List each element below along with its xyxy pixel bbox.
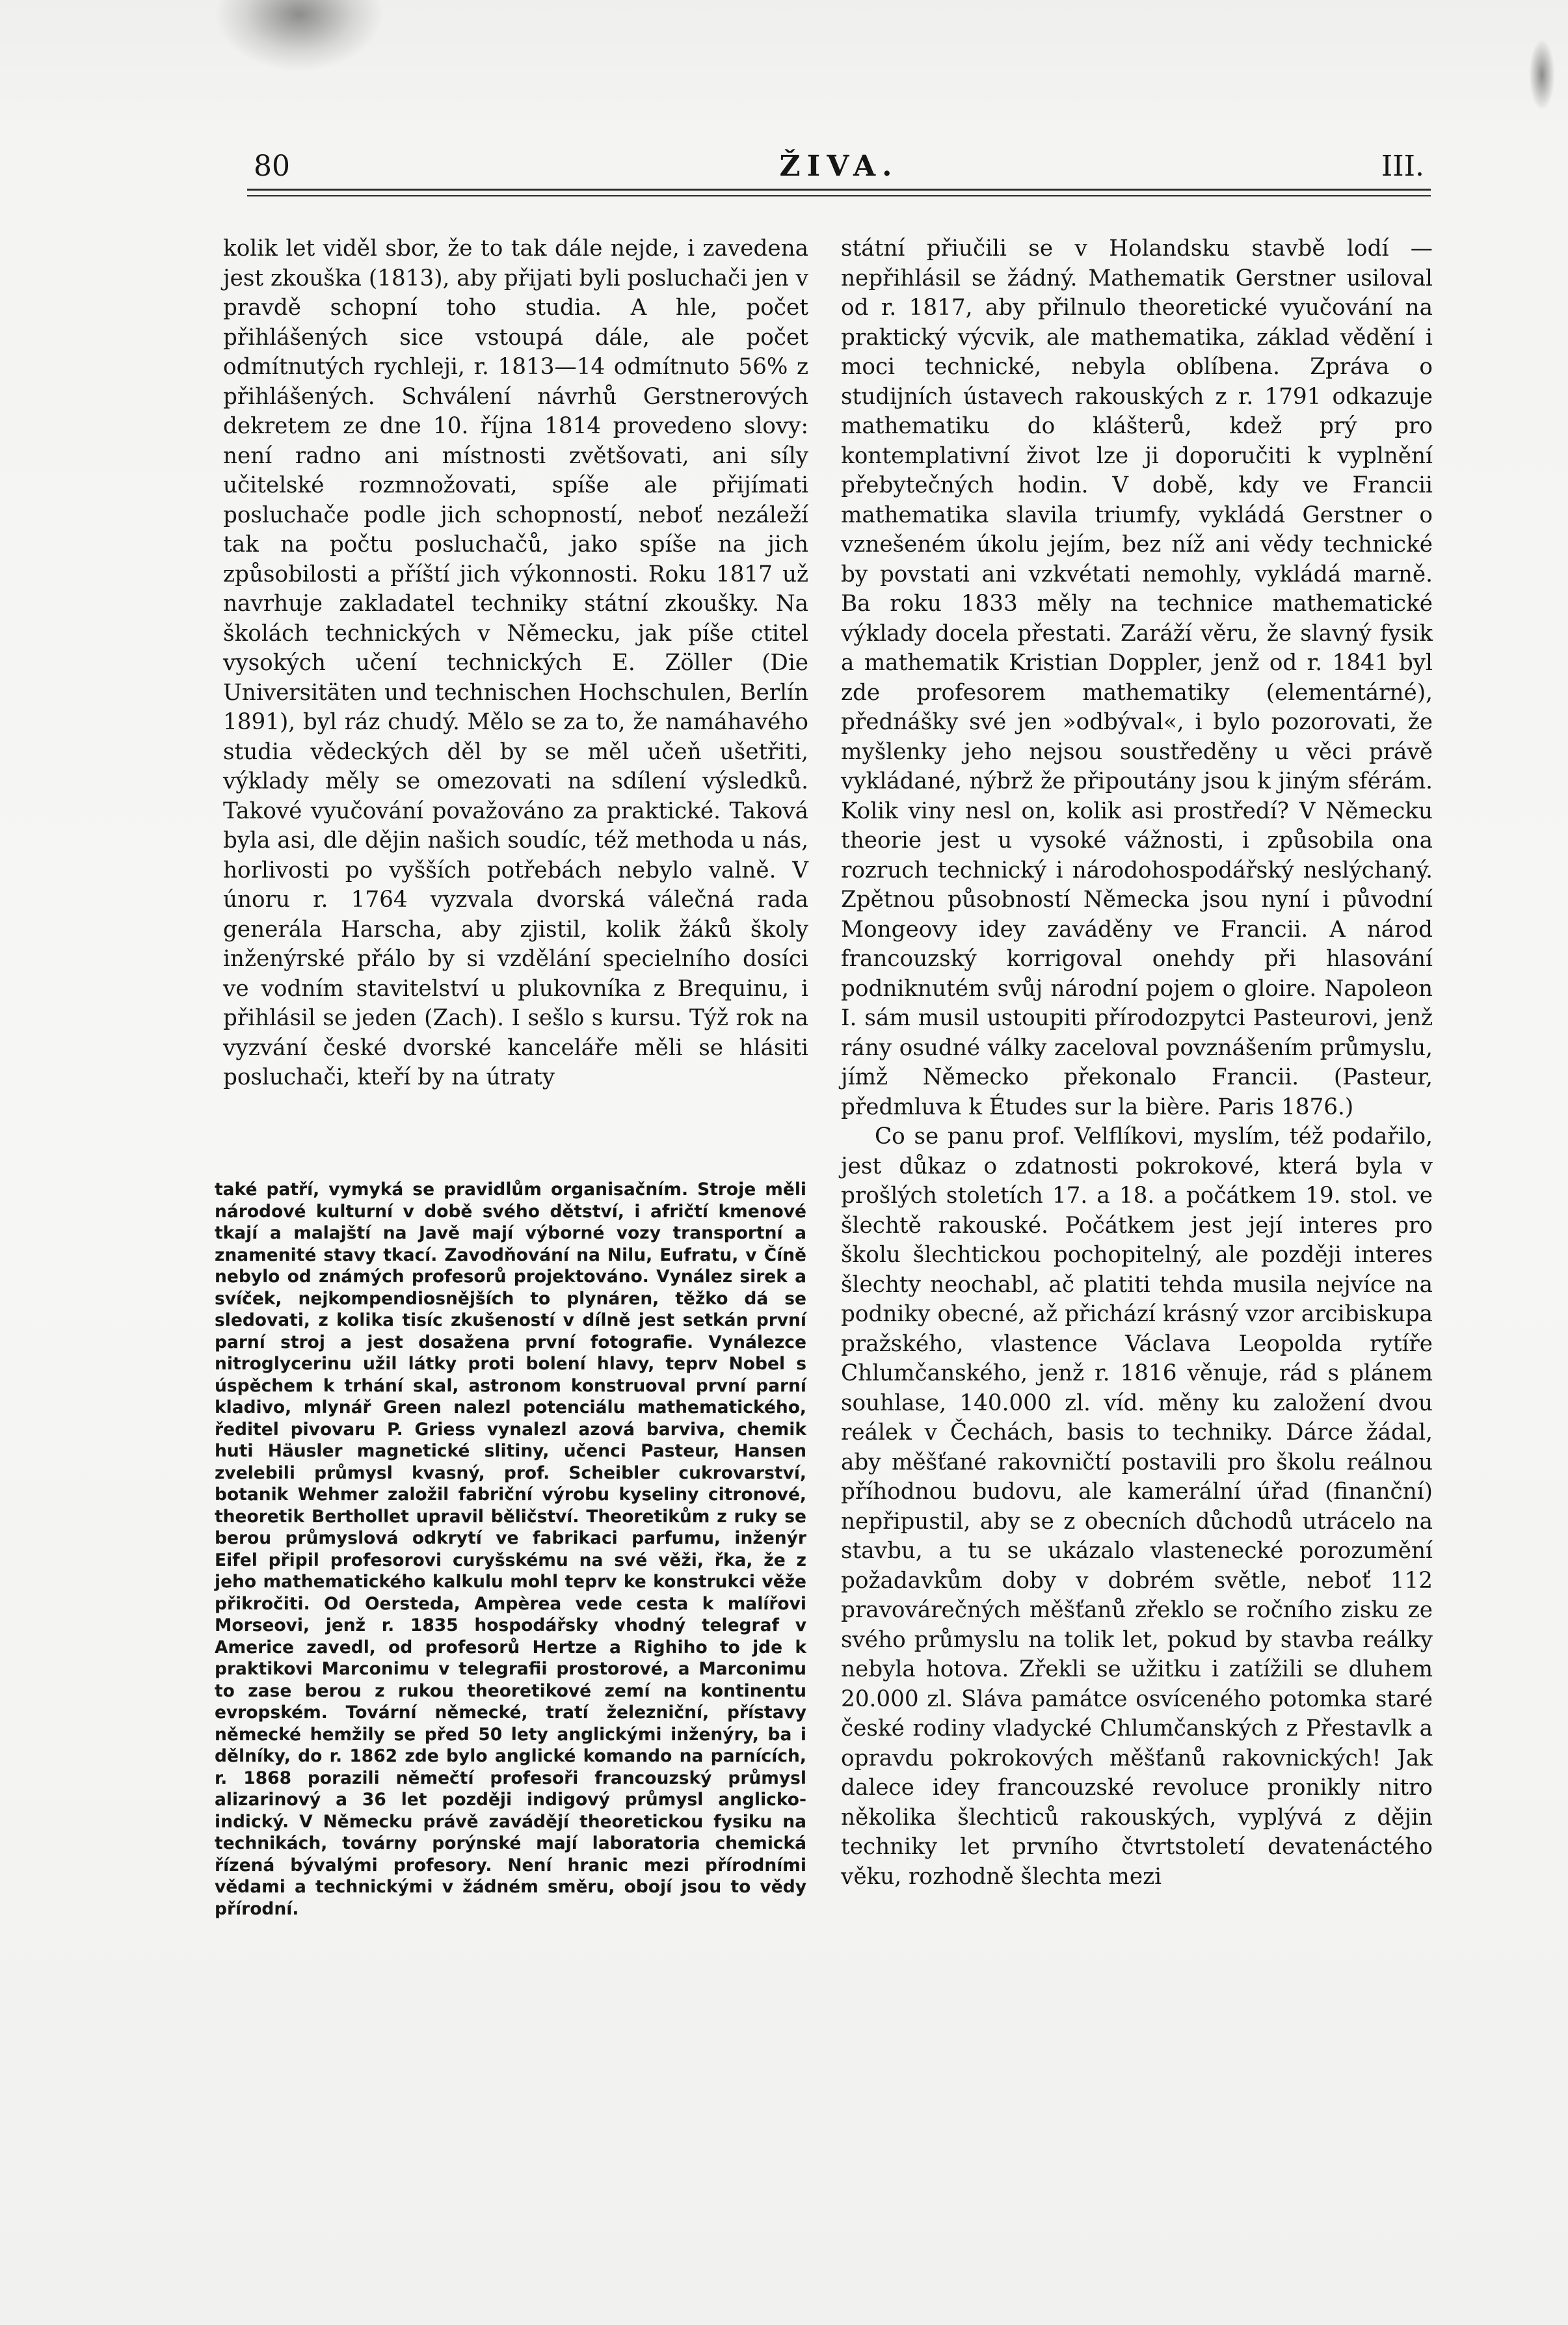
footnote-text: také patří, vymyká se pravidlům organisačním. Stroje měli národové kulturní v době svého dětství, i afričtí kmenové tkají a malajští na Javě mají výborné vozy transportní a znamenité stavy tkací. Zavodňování na Nilu, Eufratu, v Číně nebylo od známých profesorů projektováno. Vynález sirek a svíček, nejkompendiosnějších to plynáren, těžko dá se sledovati, z kolika tisíc zkušeností v dílně jest setkán první parní stroj a jest dosažena první fotografie. Vynálezce nitroglycerinu užil látky proti bolení hlavy, teprv Nobel s úspěchem k trhání skal, astronom konstruoval první parní kladivo, mlynář Green nalezl potenciálu mathematického, ředitel pivovaru P. Griess vynalezl azová barviva, chemik huti Häusler magnetické slitiny, učenci Pasteur, Hansen zvelebili průmysl kvasný, prof. Scheibler cukrovarství, botanik Wehmer založil fabriční výrobu kyseliny citronové, theoretik Berthollet upravil běličství. Theoretikům z ruky se berou průmyslová odkrytí ve fabrikaci parfumu, inženýr Eifel připil profesorovi curyšskému na své věži, řka, že z jeho mathematického kalkulu mohl teprv ke konstrukci věže přikročiti. Od Oersteda, Ampèrea vede cesta k malířovi Morseovi, jenž r. 1835 hospodářsky vhodný telegraf v Americe zavedl, od profesorů Hertze a Righiho to jde k praktikovi Marconimu v telegrafii prostorové, a Marconimu to zase berou z rukou theoretikové zemí na kontinentu evropském. Tovární německé, tratí železniční, přístavy německé hemžily se před 50 lety anglickými inženýry, ba i dělníky, do r. 1862 zde bylo anglické komando na parnících, r. 1868 porazili němečtí profesoři francouzský průmysl alizarinový a 36 let později indigový průmysl anglicko-indický. V Německu právě zavádějí theoretickou fysiku na technikách, továrny porýnské mají laboratoria chemická řízená bývalými profesory. Není hranic mezi přírodními vědami a technickými v žádném směru, obojí jsou to vědy přírodní. (215, 1179, 806, 1919)
running-header (247, 144, 1431, 190)
journal-title: ŽIVA. (779, 150, 899, 183)
right-column-paragraph-1: státní přiučili se v Holandsku stavbě lodí — nepřihlásil se žádný. Mathematik Gerstner usiloval od r. 1817, aby přilnulo theoretické vyučování na praktický výcvik, ale mathematika, základ vědění i moci technické, nebyla oblíbena. Zpráva o studijních ústavech rakouských z r. 1791 odkazuje mathematiku do klášterů, kdež prý pro kontemplativní život lze ji doporučiti k vyplnění přebytečných hodin. V době, kdy ve Francii mathematika slavila triumfy, vykládá Gerstner o vznešeném úkolu jejím, bez níž ani vědy technické by povstati ani vzkvétati nemohly, vykládá marně. Ba roku 1833 měly na technice mathematické výklady docela přestati. Zaráží věru, že slavný fysik a mathematik Kristian Doppler, jenž od r. 1841 byl zde profesorem mathematiky (elementárné), přednášky své jen »odbýval«, i bylo pozorovati, že myšlenky jeho nejsou soustředěny u věci právě vykládané, nýbrž že připoutány jsou k jiným sférám. Kolik viny nesl on, kolik asi prostředí? V Německu theorie jest u vysoké vážnosti, i způsobila ona rozruch technický i národohospodářský neslýchaný. Zpětnou působností Německa jsou nyní i původní Mongeovy idey zaváděny ve Francii. A národ francouzský korrigoval onehdy při hlasování podniknutém svůj národní pojem o gloire. Napoleon I. sám musil ustoupiti přírodozpytci Pasteurovi, jenž rány osudné války zaceloval povznášením průmyslu, jímž Německo překonalo Francii. (Pasteur, předmluva k Études sur la bière. Paris 1876.) (841, 235, 1433, 1120)
header-rule-bottom (247, 195, 1431, 196)
left-column-paragraph: kolik let viděl sbor, že to tak dále nejde, i zavedena jest zkouška (1813), aby přijati byli posluchači jen v pravdě schopní toho studia. A hle, počet přihlášených sice vstoupá dále, ale počet odmítnutých rychleji, r. 1813—14 odmítnuto 56% z přihlášených. Schválení návrhů Gerstnerových dekretem ze dne 10. října 1814 provedeno slovy: není radno ani místnosti zvětšovati, ani síly učitelské rozmnožovati, spíše ale přijímati posluchače podle jich schopností, neboť nezáleží tak na počtu posluchačů, jako spíše na jich způsobilosti a příští jich výkonnosti. Roku 1817 už navrhuje zakladatel techniky státní zkoušky. Na školách technických v Německu, jak píše ctitel vysokých učení technických E. Zöller (Die Universitäten und technischen Hochschulen, Berlín 1891), byl ráz chudý. Mělo se za to, že namáhavého studia vědeckých děl by se měl učeň ušetřiti, výklady měly se omezovati na sdílení výsledků. Takové vyučování považováno za praktické. Taková byla asi, dle dějin našich soudíc, též methoda u nás, horlivosti po vyšších potřebách nebylo valně. V únoru r. 1764 vyzvala dvorská válečná rada generála Harscha, aby zjistil, kolik žáků školy inženýrské přálo by si vzdělání specielního dosíci ve vodním stavitelství u plukovníka z Brequinu, i přihlásil se jeden (Zach). I sešlo s kursu. Týž rok na vyzvání české dvorské kanceláře měli se hlásiti posluchači, kteří by na útraty (223, 235, 808, 1090)
scan-smudge-top-right (1529, 39, 1555, 111)
right-column-paragraph-2: Co se panu prof. Velflíkovi, myslím, též podařilo, jest důkaz o zdatnosti pokrokové, která byla v prošlých stoletích 17. a 18. a počátkem 19. stol. ve šlechtě rakouské. Počátkem jest její interes pro školu šlechtickou pochopitelný, ale později interes šlechty neochabl, ač platiti tehda musila nejvíce na podniky obecné, až přichází krásný vzor arcibiskupa pražského, vlastence Václava Leopolda rytíře Chlumčanského, jenž r. 1816 věnuje, rád s plánem souhlase, 140.000 zl. víd. měny ku založení dvou reálek v Čechách, basis to techniky. Dárce žádal, aby měšťané rakovničtí postavili pro školu reálnou příhodnou budovu, ale kamerální úřad (finanční) nepřipustil, aby se z obecních důchodů utrácelo na stavbu, a tu se ukázalo vlastenecké porozumění požadavkům doby v dobrém světle, neboť 112 pravovárečných měšťanů zřeklo se ročního zisku ze svého průmyslu na tolik let, pokud by stavba reálky nebyla hotova. Zřekli se užitku i zatížili se dluhem 20.000 zl. Sláva památce osvíceného potomka staré české rodiny vladycké Chlumčanských z Přestavlk a opravdu pokrokových měšťanů rakovnických! Jak dalece idey francouzské revoluce pronikly nitro několika šlechticů rakouských, vyplývá z dějin techniky let prvního čtvrtstoletí devatenáctého věku, rozhodně šlechta mezi (841, 1123, 1433, 1890)
right-column (841, 234, 1433, 1892)
page-number: 80 (254, 150, 290, 183)
footnote (215, 1179, 806, 1920)
header-rule-top (247, 189, 1431, 191)
volume-number: III. (1381, 150, 1424, 183)
scan-smudge-top-left (215, 0, 384, 72)
left-column (223, 234, 808, 1093)
